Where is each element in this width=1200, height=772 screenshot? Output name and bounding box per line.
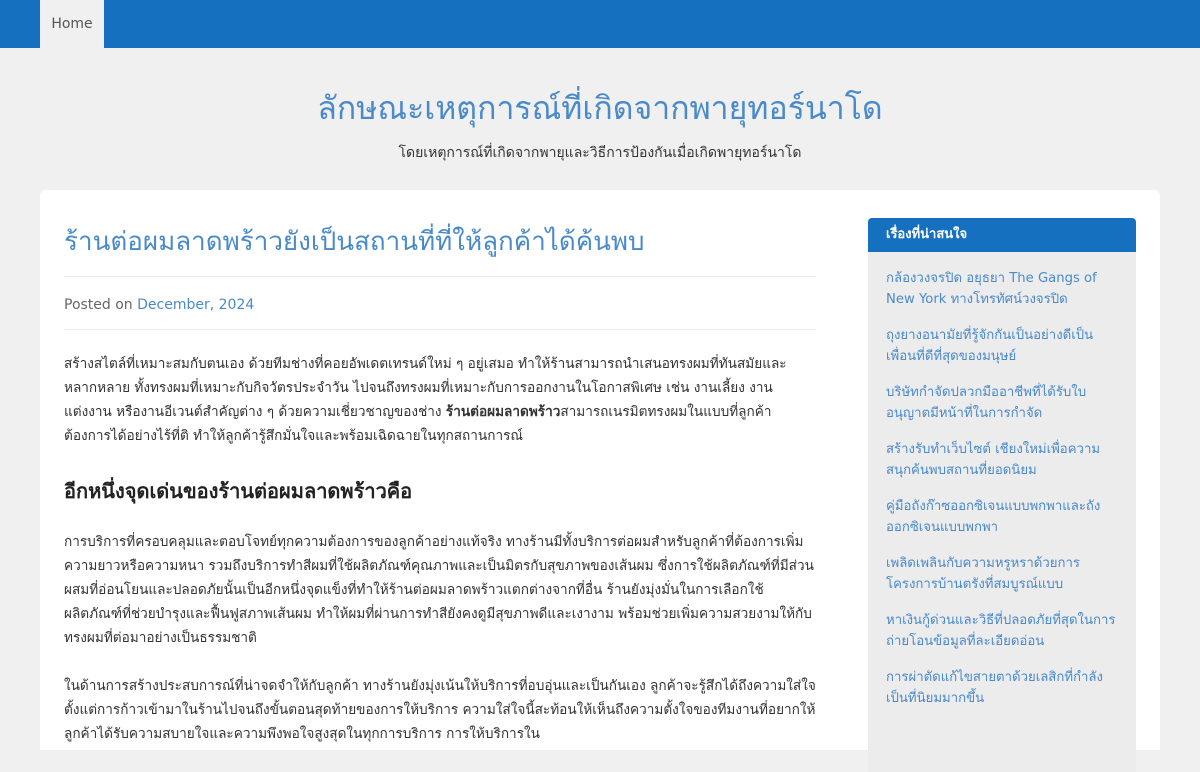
intro-paragraph (64, 352, 816, 448)
intro-text-start: สร้างสไตล์ที่เหมาะสมกับตนเอง ด้วยทีมช่างที่คอยอัพเดตเทรนด์ใหม่ ๆ อยู่เสมอ ทำให้ร้านสามารถนำเสนอทรงผมที่ทันสมัยและหลากหลาย ทั้งทรงผมที่เหมาะกับกิจวัตรประจำวัน ไปจนถึงทรงผมที่เหมาะกับการออกงานในโอกาสพิเศษ เช่น งานเลี้ยง งานแต่งงาน หรืองานอีเวนต์สำคัญต่าง ๆ ด้วยความเชี่ยวชาญของช่าง (64, 356, 787, 420)
top-navigation-bar (0, 0, 1200, 48)
site-header (0, 48, 1200, 190)
site-title[interactable]: ลักษณะเหตุการณ์ที่เกิดจากพายุทอร์นาโด (317, 89, 883, 127)
sidebar-widget-body (868, 252, 1136, 772)
sidebar-link[interactable]: บริษัทกำจัดปลวกมืออาชีพที่ได้รับใบอนุญาตมีหน้าที่ในการกำจัด (886, 385, 1087, 421)
sidebar-link[interactable]: การผ่าตัดแก้ไขสายตาด้วยเลสิกที่กำลังเป็นที่นิยมมากขึ้น (886, 670, 1103, 706)
title-divider (64, 276, 816, 277)
post-title: ร้านต่อผมลาดพร้าวยังเป็นสถานที่ที่ให้ลูกค้าได้ค้นพบ (64, 227, 645, 257)
site-tagline: โดยเหตุการณ์ที่เกิดจากพายุและวิธีการป้องกันเมื่อเกิดพายุทอร์นาโด (398, 145, 802, 161)
meta-divider (64, 329, 816, 330)
post-date-link[interactable]: December, 2024 (137, 297, 255, 313)
posted-on-label: Posted on (64, 297, 133, 313)
body-paragraph-1: การบริการที่ครอบคลุมและตอบโจทย์ทุกความต้องการของลูกค้าอย่างแท้จริง ทางร้านมีทั้งบริการต่อผมสำหรับลูกค้าที่ต้องการเพิ่มความยาวหรือความหนา รวมถึงบริการทำสีผมที่ใช้ผลิตภัณฑ์คุณภาพและเป็นมิตรกับสุขภาพของเส้นผม ซึ่งการใช้ผลิตภัณฑ์ที่มีส่วนผสมที่อ่อนโยนและปลอดภัยนั้นเป็นอีกหนึ่งจุดแข็งที่ทำให้ร้านต่อผมลาดพร้าวแตกต่างจากที่อื่น ร้านยังมุ่งมั่นในการเลือกใช้ผลิตภัณฑ์ที่ช่วยบำรุงและฟื้นฟูสภาพเส้นผม ทำให้ผมที่ผ่านการทำสียังคงดูมีสุขภาพดีและเงางาม พร้อมช่วยเพิ่มความสวยงามให้กับทรงผมที่ต่อมาอย่างเป็นธรรมชาติ (64, 534, 814, 646)
post-meta (64, 295, 816, 315)
sidebar-link[interactable]: คู่มือถังก๊าซออกซิเจนแบบพกพาและถังออกซิเจนแบบพกพา (886, 499, 1101, 535)
sidebar-link[interactable]: เพลิดเพลินกับความหรูหราด้วยการโครงการบ้านตรังที่สมบูรณ์แบบ (886, 556, 1080, 592)
sidebar-link[interactable]: ถุงยางอนามัยที่รู้จักกันเป็นอย่างดีเป็นเพื่อนที่ดีที่สุดของมนุษย์ (886, 328, 1094, 364)
intro-text-end: สามารถเนรมิตทรงผมในแบบที่ลูกค้าต้องการได้อย่างไร้ที่ติ ทำให้ลูกค้ารู้สึกมั่นใจและพร้อมเฉิดฉายในทุกสถานการณ์ (64, 404, 772, 444)
section-heading: อีกหนึ่งจุดเด่นของร้านต่อผมลาดพร้าวคือ (64, 479, 413, 503)
main-article (64, 190, 816, 746)
sidebar-link[interactable]: กล้องวงจรปิด อยุธยา The Gangs of New York ทางโทรทัศน์วงจรปิด (886, 271, 1097, 307)
sidebar-widget-title: เรื่องที่น่าสนใจ (868, 218, 1136, 252)
sidebar-link[interactable]: สร้างรับทำเว็บไซต์ เชียงใหม่เพื่อความสนุกค้นพบสถานที่ยอดนิยม (886, 442, 1101, 478)
sidebar (868, 218, 1136, 772)
intro-keyword-bold: ร้านต่อผมลาดพร้าว (445, 404, 561, 420)
body-paragraph-2: ในด้านการสร้างประสบการณ์ที่น่าจดจำให้กับลูกค้า ทางร้านยังมุ่งเน้นให้บริการที่อบอุ่นและเป็นกันเอง ลูกค้าจะรู้สึกได้ถึงความใส่ใจตั้งแต่การก้าวเข้ามาในร้านไปจนถึงขั้นตอนสุดท้ายของการให้บริการ ความใส่ใจนี้สะท้อนให้เห็นถึงความตั้งใจของทีมงานที่อยากให้ลูกค้าได้รับความสบายใจและความพึงพอใจสูงสุดในทุกการบริการ การให้บริการใน (64, 678, 816, 742)
nav-home-link[interactable]: Home (40, 0, 104, 48)
sidebar-link[interactable]: หาเงินกู้ด่วนและวิธีที่ปลอดภัยที่สุดในการถ่ายโอนข้อมูลที่ละเอียดอ่อน (886, 613, 1116, 649)
content-area (40, 190, 1160, 750)
